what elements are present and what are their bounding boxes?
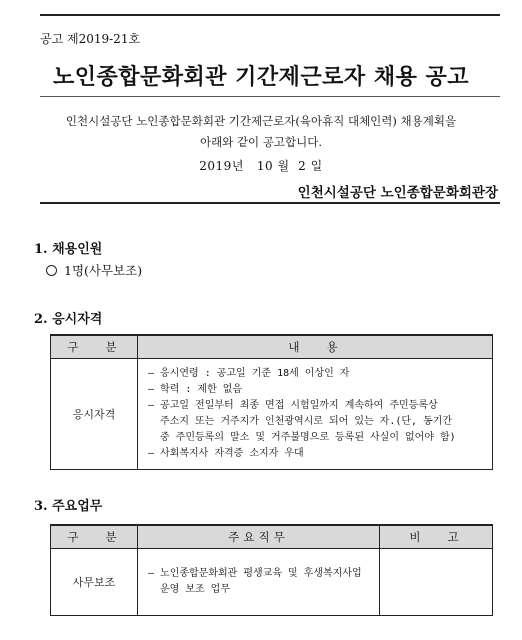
duties-header-category: 구 분 xyxy=(51,525,138,549)
duty-line-continued: 운영 보조 업무 xyxy=(160,584,231,595)
section-1-title: 1. 채용인원 xyxy=(34,242,103,257)
duties-table-header xyxy=(51,525,493,549)
duties-category: 사무보조 xyxy=(51,549,138,616)
duties-header-duty: 주요직무 xyxy=(138,525,380,549)
notice-date: 2019년 10 월 2 일 xyxy=(199,159,323,173)
qualification-item: – 공고일 전일부터 최종 면접 시험일까지 계속하여 주민등록상 xyxy=(148,400,438,411)
header-content: 내 용 xyxy=(138,335,493,359)
title-underline xyxy=(40,96,500,97)
duties-row xyxy=(51,549,493,616)
section-3-title: 3. 주요업무 xyxy=(34,499,103,514)
qualification-content xyxy=(138,359,493,470)
recruit-count-bullet xyxy=(46,261,142,279)
circle-bullet-icon xyxy=(46,265,57,276)
document-title: 노인종합문화회관 기간제근로자 채용 공고 xyxy=(52,64,469,90)
intro-line-1: 인천시설공단 노인종합문화회관 기간제근로자(육아휴직 대체인력) 채용계획을 xyxy=(65,114,457,128)
top-rule xyxy=(40,14,500,16)
qualification-table-header xyxy=(51,335,493,359)
qualification-category: 응시자격 xyxy=(51,359,138,470)
duties-content xyxy=(138,549,380,616)
duties-remark xyxy=(380,549,493,616)
duties-header-remark: 비 고 xyxy=(380,525,493,549)
qualification-item: – 응시연령 : 공고일 기준 18세 이상인 자 xyxy=(148,368,350,379)
header-category: 구 분 xyxy=(51,335,138,359)
notice-number: 공고 제2019-21호 xyxy=(40,32,141,46)
qualification-row xyxy=(51,359,493,470)
section-2-title: 2. 응시자격 xyxy=(34,312,103,327)
intro-line-2: 아래와 같이 공고합니다. xyxy=(199,135,323,149)
qualification-table xyxy=(50,334,493,470)
issuing-organization: 인천시설공단 노인종합문화회관장 xyxy=(297,185,498,201)
qualification-item-continued: 중 주민등록의 말소 및 거주불명으로 등록된 사실이 없어야 함) xyxy=(160,432,456,443)
header-bottom-rule xyxy=(40,202,500,204)
duty-line: – 노인종합문화회관 평생교육 및 후생복지사업 xyxy=(148,568,362,579)
duties-table xyxy=(50,524,493,616)
qualification-item: – 학력 : 제한 없음 xyxy=(148,384,243,395)
qualification-item: – 사회복지사 자격증 소지자 우대 xyxy=(148,448,304,459)
recruit-count-text: 1명(사무보조) xyxy=(64,263,143,278)
qualification-item-continued: 주소지 또는 거주지가 인천광역시로 되어 있는 자.(단, 동기간 xyxy=(160,416,453,427)
